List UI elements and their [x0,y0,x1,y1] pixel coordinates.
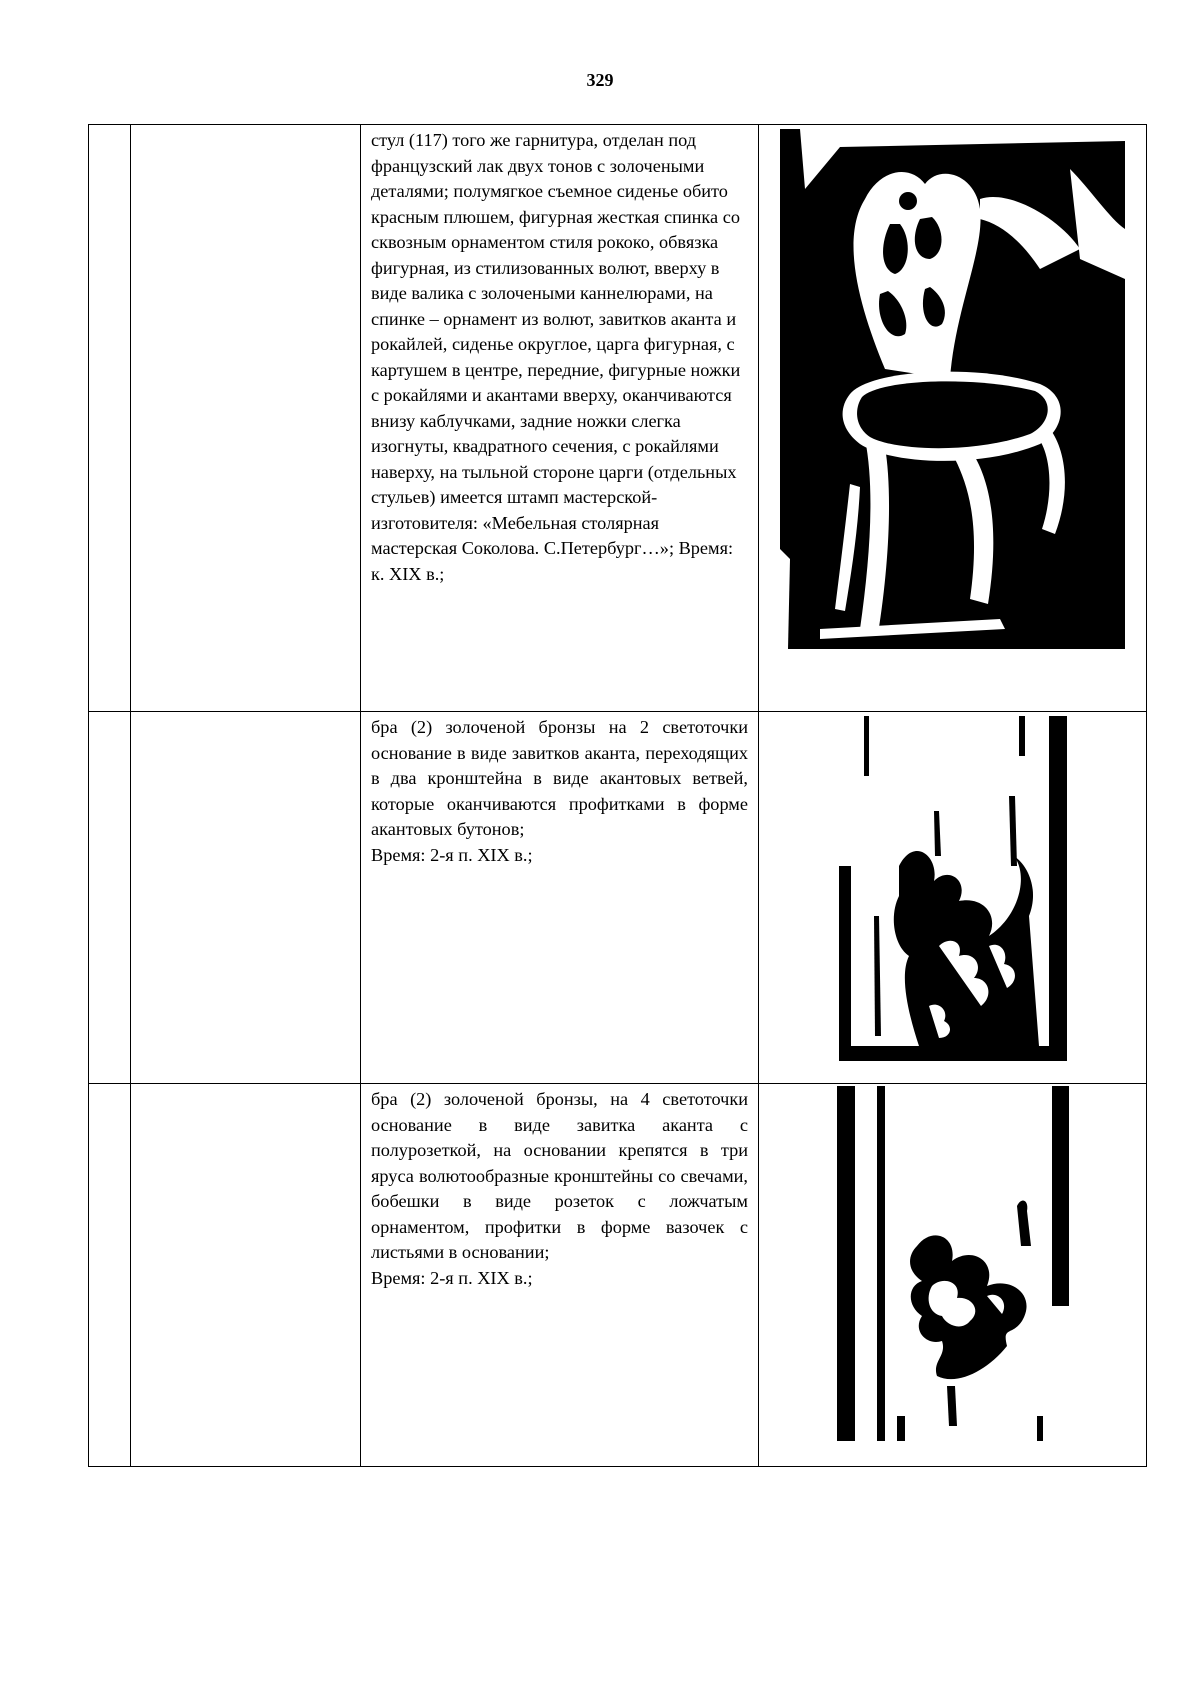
item-description: бра (2) золоченой бронзы на 2 светоточки основание в виде завитков аканта, переходящих в два кронштейна в виде акантовых ветвей, которые оканчиваются профитками в форме акантовых бутонов; [371,717,748,839]
number-cell [89,712,131,1084]
photo-cell [759,712,1147,1084]
sconce-photo [839,716,1067,1061]
inventory-table [88,124,1147,1467]
page-number: 329 [586,70,614,90]
table-row [89,712,1147,1084]
sconce-photo [837,1086,1069,1441]
item-date: Время: 2-я п. XIX в.; [371,844,533,865]
name-cell [131,1084,361,1467]
item-date: Время: 2-я п. XIX в.; [371,1267,533,1288]
name-cell [131,712,361,1084]
photo-cell [759,1084,1147,1467]
number-cell [89,1084,131,1467]
description-cell [361,712,759,1084]
table-row [89,125,1147,712]
description-cell [361,125,759,712]
item-description: бра (2) золоченой бронзы, на 4 светоточки основание в виде завитка аканта с полурозеткой, на основании крепятся в три яруса волютообразные кронштейны со свечами, бобешки в виде розеток с ложчатым орнаментом, профитки в форме вазочек с листьями в основании; [371,1089,748,1262]
chair-photo [780,129,1125,649]
number-cell [89,125,131,712]
item-description: стул (117) того же гарнитура, отделан под французский лак двух тонов с золочеными деталями; полумягкое съемное сиденье обито красным плюшем, фигурная жесткая спинка со сквозным орнаментом стиля рококо, обвязка фигурная, из стилизованных волют, вверху в виде валика с золочеными каннелюрами, на спинке – орнамент из волют, завитков аканта и рокайлей, сиденье округлое, царга фигурная, с картушем в центре, передние, фигурные ножки с рокайлями и акантами вверху, оканчиваются внизу каблучками, задние ножки слегка изогнуты, квадратного сечения, с рокайлями наверху, на тыльной стороне царги (отдельных стульев) имеется штамп мастерской-изготовителя: «Мебельная столярная мастерская Соколова. С.Петербург…»; Время: к. XIX в.; [371,130,741,584]
table-row [89,1084,1147,1467]
photo-cell [759,125,1147,712]
description-cell [361,1084,759,1467]
name-cell [131,125,361,712]
